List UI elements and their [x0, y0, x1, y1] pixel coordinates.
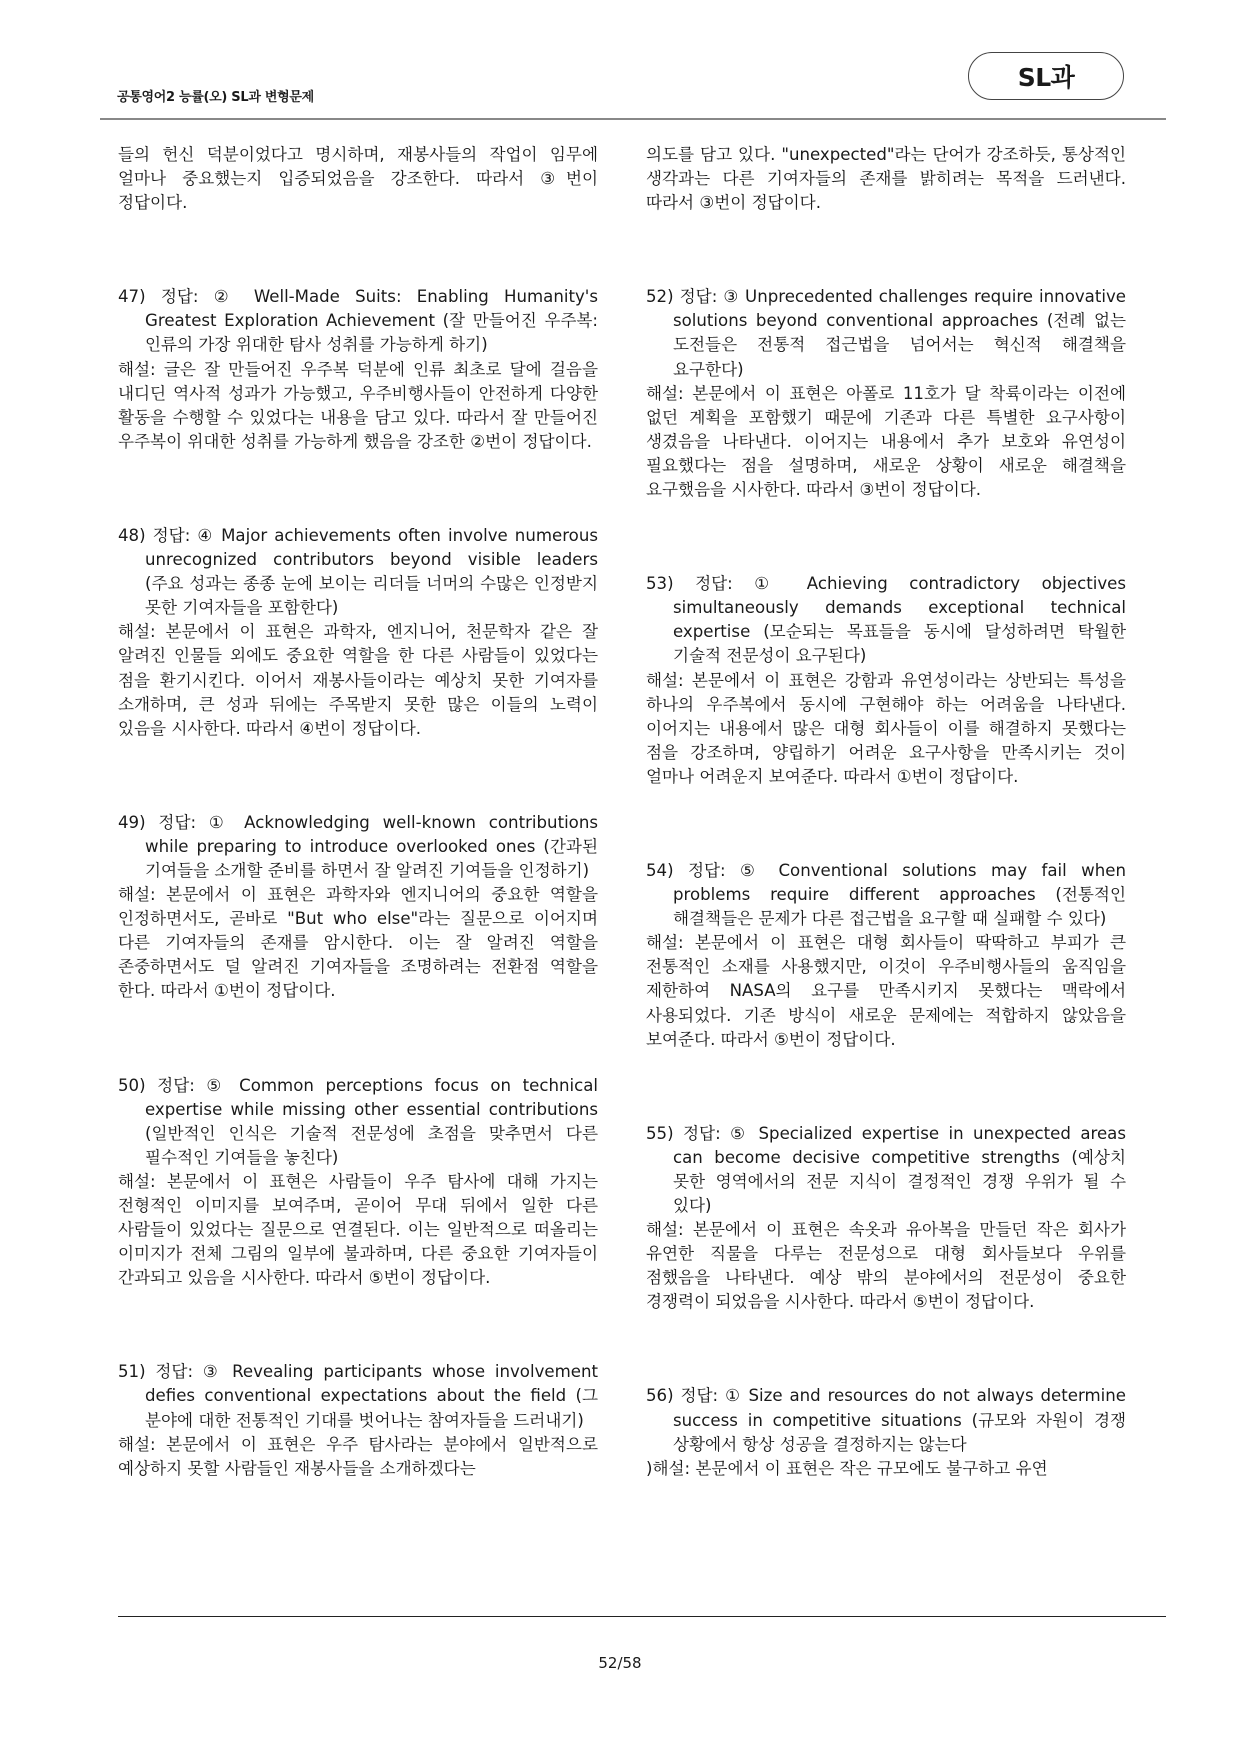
- explanation-50: 해설: 본문에서 이 표현은 사람들이 우주 탐사에 대해 가지는 전형적인 이미지를 보여주며, 곧이어 무대 뒤에서 일한 다른 사람들이 있었다는 질문으로 연결된다. 이는 일반적으로 떠올리는 이미지가 전체 그림의 일부에 불과하며, 다른 중요한 기여자들이 간과되고 있음을 시사한다. 따라서 ⑤번이 정답이다.: [118, 1171, 598, 1288]
- explanation-51: 해설: 본문에서 이 표현은 우주 탐사라는 분야에서 일반적으로 예상하지 못할 사람들인 재봉사들을 소개하겠다는: [118, 1434, 598, 1478]
- answer-47: 47) 정답: ② Well-Made Suits: Enabling Humanity's Greatest Exploration Achievement (잘 만들어진 우주복: 인류의 가장 위대한 탐사 성취를 가능하게 하기): [118, 287, 598, 355]
- answer-55: 55) 정답: ⑤ Specialized expertise in unexpected areas can become decisive competitive strengths (예상치 못한 영역에서의 전문 지식이 결정적인 경쟁 우위가 될 수 있다): [646, 1123, 1126, 1215]
- document-header-title: 공통영어2 능률(오) SL과 변형문제: [117, 90, 314, 105]
- continued-explanation: 들의 헌신 덕분이었다고 명시하며, 재봉사들의 작업이 임무에 얼마나 중요했는지 입증되었음을 강조한다. 따라서 ③번이 정답이다.: [118, 145, 598, 213]
- explanation-56: )해설: 본문에서 이 표현은 작은 규모에도 불구하고 유연: [646, 1458, 1048, 1478]
- explanation-47: 해설: 글은 잘 만들어진 우주복 덕분에 인류 최초로 달에 걸음을 내디딘 역사적 성과가 가능했고, 우주비행사들이 안전하게 다양한 활동을 수행할 수 있었다는 내용을 담고 있다. 따라서 잘 만들어진 우주복이 위대한 성취를 가능하게 했음을 강조한 ②번이 정답이다.: [118, 359, 598, 451]
- answer-48: 48) 정답: ④ Major achievements often involve numerous unrecognized contributors beyond visible leaders (주요 성과는 종종 눈에 보이는 리더들 너머의 수많은 인정받지 못한 기여자들을 포함한다): [118, 525, 598, 618]
- left-column: [118, 143, 598, 1481]
- answer-49: 49) 정답: ① Acknowledging well-known contributions while preparing to introduce overlooked ones (간과된 기여들을 소개할 준비를 하면서 잘 알려진 기여들을 인정하기): [118, 812, 598, 880]
- explanation-55: 해설: 본문에서 이 표현은 속옷과 유아복을 만들던 작은 회사가 유연한 직물을 다루는 전문성으로 대형 회사들보다 우위를 점했음을 나타낸다. 예상 밖의 분야에서의 전문성이 중요한 경쟁력이 되었음을 시사한다. 따라서 ⑤번이 정답이다.: [646, 1220, 1126, 1312]
- right-column: [646, 143, 1126, 1481]
- page-number: 52/58: [598, 1654, 642, 1672]
- explanation-54: 해설: 본문에서 이 표현은 대형 회사들이 딱딱하고 부피가 큰 전통적인 소재를 사용했지만, 이것이 우주비행사들의 움직임을 제한하여 NASA의 요구를 만족시키지 못했다는 맥락에서 사용되었다. 기존 방식이 새로운 문제에는 적합하지 않았음을 보여준다. 따라서 ⑤번이 정답이다.: [646, 933, 1126, 1049]
- answer-56: 56) 정답: ① Size and resources do not always determine success in competitive situations (규모와 자원이 경쟁 상황에서 항상 성공을 결정하지는 않는다: [646, 1386, 1126, 1454]
- explanation-49: 해설: 본문에서 이 표현은 과학자와 엔지니어의 중요한 역할을 인정하면서도, 곧바로 "But who else"라는 질문으로 이어지며 다른 기여자들의 존재를 암시한다. 이는 잘 알려진 역할을 존중하면서도 덜 알려진 기여자들을 조명하려는 전환점 역할을 한다. 따라서 ①번이 정답이다.: [118, 885, 598, 1001]
- lesson-badge: SL과: [968, 52, 1124, 100]
- explanation-48: 해설: 본문에서 이 표현은 과학자, 엔지니어, 천문학자 같은 잘 알려진 인물들 외에도 중요한 역할을 한 다른 사람들이 있었다는 점을 환기시킨다. 이어서 재봉사들이라는 예상치 못한 기여자를 소개하며, 큰 성과 뒤에는 주목받지 못한 많은 이들의 노력이 있음을 시사한다. 따라서 ④번이 정답이다.: [118, 622, 598, 738]
- answer-50: 50) 정답: ⑤ Common perceptions focus on technical expertise while missing other essential contributions (일반적인 인식은 기술적 전문성에 초점을 맞추면서 다른 필수적인 기여들을 놓친다): [118, 1075, 598, 1167]
- continued-explanation-right: 의도를 담고 있다. "unexpected"라는 단어가 강조하듯, 통상적인 생각과는 다른 기여자들의 존재를 밝히려는 목적을 드러낸다. 따라서 ③번이 정답이다.: [646, 145, 1126, 213]
- footer-divider: [118, 1616, 1166, 1617]
- explanation-53: 해설: 본문에서 이 표현은 강함과 유연성이라는 상반되는 특성을 하나의 우주복에서 동시에 구현해야 하는 어려움을 나타낸다. 이어지는 내용에서 많은 대형 회사들이 이를 해결하지 못했다는 점을 강조하며, 양립하기 어려운 요구사항을 만족시키는 것이 얼마나 어려운지 보여준다. 따라서 ①번이 정답이다.: [646, 670, 1126, 786]
- answer-53: 53) 정답: ① Achieving contradictory objectives simultaneously demands exceptional technical expertise (모순되는 목표들을 동시에 달성하려면 탁월한 기술적 전문성이 요구된다): [646, 574, 1126, 666]
- answer-51: 51) 정답: ③ Revealing participants whose involvement defies conventional expectations about the field (그 분야에 대한 전통적인 기대를 벗어나는 참여자들을 드러내기): [118, 1362, 598, 1430]
- answer-52: 52) 정답: ③ Unprecedented challenges require innovative solutions beyond conventional approaches (전례 없는 도전들은 전통적 접근법을 넘어서는 혁신적 해결책을 요구한다): [646, 287, 1126, 379]
- explanation-52: 해설: 본문에서 이 표현은 아폴로 11호가 달 착륙이라는 이전에 없던 계획을 포함했기 때문에 기존과 다른 특별한 요구사항이 생겼음을 나타낸다. 이어지는 내용에서 추가 보호와 유연성이 필요했다는 점을 설명하며, 새로운 상황이 새로운 해결책을 요구했음을 시사한다. 따라서 ③번이 정답이다.: [646, 383, 1126, 500]
- answer-54: 54) 정답: ⑤ Conventional solutions may fail when problems require different approaches (전통적인 해결책들은 문제가 다른 접근법을 요구할 때 실패할 수 있다): [646, 860, 1126, 929]
- header-divider: [100, 118, 1166, 120]
